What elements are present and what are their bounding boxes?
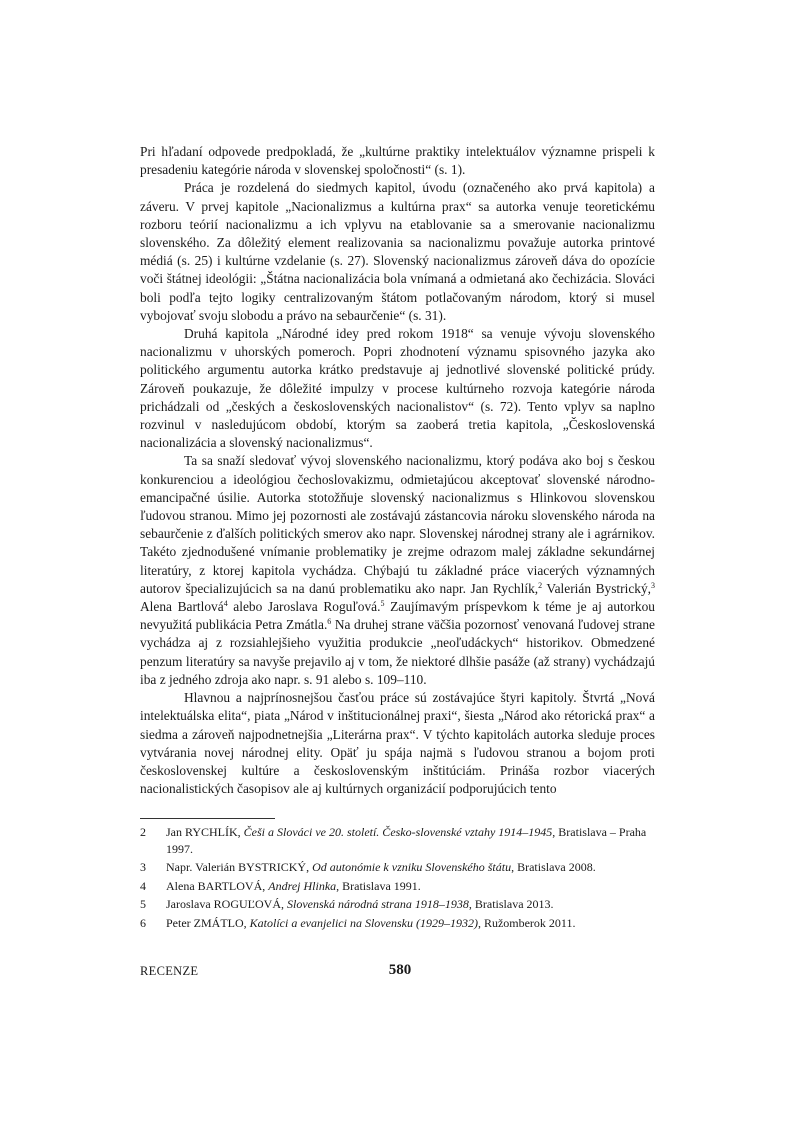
footnote-publication: , Bratislava – Praha 1997. [166,825,647,856]
footnote-5 [140,896,655,913]
footnote-publication: , Bratislava 2013. [468,897,554,911]
running-footer-section: RECENZE [140,964,199,978]
main-text [140,143,655,798]
footnote-ref-5[interactable]: 5 [380,599,385,609]
footnote-title: Češi a Slováci ve 20. století. Česko-slovenské vztahy 1914–1945 [243,825,553,839]
paragraph-4-text-c: Alena Bartlová [140,599,224,615]
footnote-text [166,824,655,857]
footnote-text [166,878,655,895]
paragraph-4-text-b: Valerián Bystrický, [542,580,652,596]
footnote-author: Alena BARTLOVÁ, [166,878,269,893]
footnote-2 [140,824,655,857]
footnote-publication: , Bratislava 1991. [336,878,421,893]
footnote-number: 5 [140,897,146,911]
footnote-title: Od autonómie k vzniku Slovenského štátu [312,860,512,874]
footnote-author: Peter ZMÁTLO, [166,915,250,930]
footnote-number: 3 [140,860,146,874]
footnote-publication: , Bratislava 2008. [511,860,596,874]
footnote-text [166,896,655,913]
paragraph-3: Druhá kapitola „Národné idey pred rokom 1918“ sa venuje vývoju slovenského nacionalizmu v uhorských pomeroch. Popri zhodnotení významu spisovného jazyka ako politického argumentu autorka krátko predstavuje aj jednotlivé slovenské politické prúdy. Zároveň poukazuje, že dôležité impulzy v procese kultúrneho rozvoja kategórie národa prichádzali od „českých a československých nacionalistov“ (s. 72). Tento vplyv sa naplno rozvinul v nasledujúcom období, ktorým sa zaoberá tretia kapitola, „Československá nacionalizácia a slovenský nacionalizmus“. [140,326,655,451]
footnote-title: Katolíci a evanjelici na Slovensku (1929–1932) [249,915,478,930]
paragraph-2: Práca je rozdelená do siedmych kapitol, úvodu (označeného ako prvá kapitola) a záveru. V prvej kapitole „Nacionalizmus a kultúrna prax“ sa autorka venuje teoretickému rozboru teórií nacionalizmu a ich vplyvu na etablovanie sa a smerovanie nacionalizmu slovenského. Za dôležitý element realizovania sa nacionalizmu považuje autorka printové médiá (s. 25) i kultúrne vzdelanie (s. 27). Slovenský nacionalizmus zároveň dáva do opozície voči štátnej ideológii: „Štátna nacionalizácia bola vnímaná a odmietaná ako čechizácia. Slováci boli podľa tejto logiky centralizovaným štátom potlačovaným národom, ktorý si musel vybojovať svoju slobodu a právo na sebaurčenie“ (s. 31). [140,180,655,323]
footnote-4 [140,878,655,895]
footnotes [140,824,655,933]
paragraph-4-text-a: Ta sa snaží sledovať vývoj slovenského nacionalizmu, ktorý podáva ako boj s českou konkurenciou a ideológiou čechoslovakizmu, odmietajúcou akceptovať slovenské národno-emancipačné úsilie. Autorka stotožňuje slovenský nacionalizmus s Hlinkovou slovenskou ľudovou stranou. Mimo jej pozornosti ale zostávajú zástancovia nároku slovenského národa na sebaurčenie z ďalších politických smerov ako napr. Slovenskej národnej strany ale i agrárnikov. Takéto zjednodušené vnímanie problematiky je zrejme odrazom malej základne sekundárnej literatúry, z ktorej kapitola vychádza. Chýbajú tu základné práce viacerých významných autorov špecializujúcich sa na danú problematiku ako napr. Jan Rychlík, [140,453,655,596]
footnote-text [166,859,655,876]
footnote-author: Jaroslava ROGUĽOVÁ, [166,897,287,911]
footnote-title: Andrej Hlinka [268,878,337,893]
footnote-author: Jan RYCHLÍK, [166,825,244,839]
footnote-publication: , Ružomberok 2011. [477,915,576,930]
footnote-divider [140,818,275,819]
page-number: 580 [388,962,412,978]
paragraph-4-text-d: alebo Jaroslava Roguľová. [227,599,381,615]
footnote-ref-2[interactable]: 2 [538,580,543,590]
footnote-3 [140,859,655,876]
footnote-ref-4[interactable]: 4 [223,599,228,609]
footnote-ref-6[interactable]: 6 [327,617,332,627]
paragraph-1: Pri hľadaní odpovede predpokladá, že „kultúrne praktiky intelektuálov významne prispeli k presadeniu kategórie národa v slovenskej spoločnosti“ (s. 1). [140,144,655,178]
footnote-6 [140,915,655,932]
paragraph-5: Hlavnou a najprínosnejšou časťou práce sú zostávajúce štyri kapitoly. Štvrtá „Nová intelektuálska elita“, piata „Národ v inštitucionálnej praxi“, šiesta „Národ ako rétorická prax“ a siedma a zároveň najpodnetnejšia „Literárna prax“. V týchto kapitolách autorka sleduje proces vytvárania novej národnej elity. Opäť ju spája najmä s ľudovou stranou a bojom proti československej kultúre a československým inštitúciám. Prináša rozbor viacerých nacionalistických časopisov ale aj kultúrnych organizácií podporujúcich tento [140,690,655,797]
footnote-title: Slovenská národná strana 1918–1938 [286,897,469,911]
footnote-text [166,915,655,932]
footnote-author: Napr. Valerián BYSTRICKÝ, [166,860,313,874]
footnote-ref-3[interactable]: 3 [651,580,656,590]
paragraph-4-text-e: Zaujímavým príspevkom k téme je aj autorkou nevyužitá publikácia Petra Zmátla. [140,599,655,633]
footnote-number: 2 [140,825,146,839]
paragraph-4 [140,452,655,689]
paragraph-4-text-f: Na druhej strane väčšia pozornosť venovaná ľudovej strane vychádza aj z rozsiahlejšieho využitia produkcie „neoľudáckych“ historikov. Obmedzené penzum literatúry sa navyše prejavilo aj v tom, že niektoré dlhšie pasáže (až strany) vychádzajú iba z jedného zdroja ako napr. s. 91 alebo s. 109–110. [140,617,655,687]
footnote-number: 4 [140,878,146,893]
footnote-number: 6 [140,915,146,930]
